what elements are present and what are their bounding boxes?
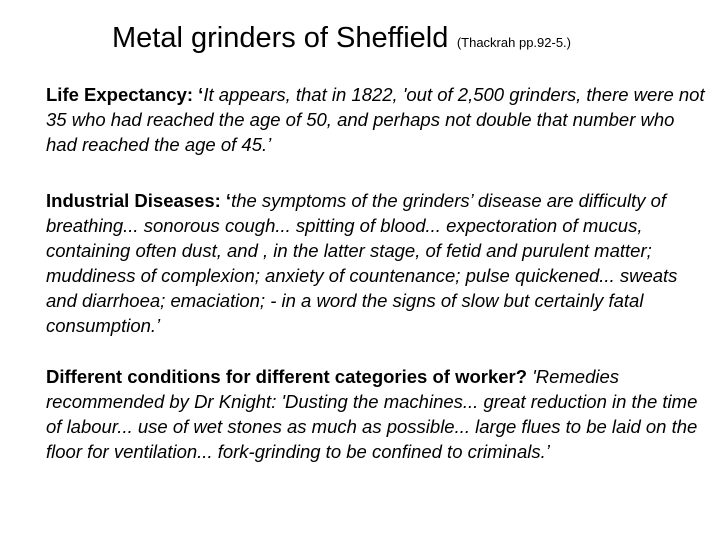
paragraph-life-expectancy [46,82,706,157]
paragraph-quote: the symptoms of the grinders’ disease are difficulty of breathing... sonorous cough... spitting of blood... expectoration of mucus, containing often dust, and , in the latter stage, of fetid and purulent matter; muddiness of complexion; anxiety of countenance; pulse quickened... sweats and diarrhoea; emaciation; - in a word the signs of slow but certainly fatal consumption.’ [46,190,678,336]
paragraph-different-conditions [46,364,706,464]
slide-title [112,22,571,55]
title-main: Metal grinders of Sheffield [112,22,449,54]
paragraph-heading: Life Expectancy: ‘ [46,84,204,105]
paragraph-quote: It appears, that in 1822, 'out of 2,500 grinders, there were not 35 who had reached the age of 50, and perhaps not double that number who had reached the age of 45.’ [46,84,705,155]
paragraph-quote: 'Remedies recommended by Dr Knight: 'Dusting the machines... great reduction in the time of labour... use of wet stones as much as possible... large flues to be laid on the floor for ventilation... fork-grinding to be confined to criminals.’ [46,366,698,462]
paragraph-industrial-diseases [46,188,706,338]
title-citation: (Thackrah pp.92-5.) [456,35,571,50]
paragraph-heading: Industrial Diseases: ‘ [46,190,232,211]
paragraph-heading: Different conditions for different categories of worker? [46,366,528,387]
